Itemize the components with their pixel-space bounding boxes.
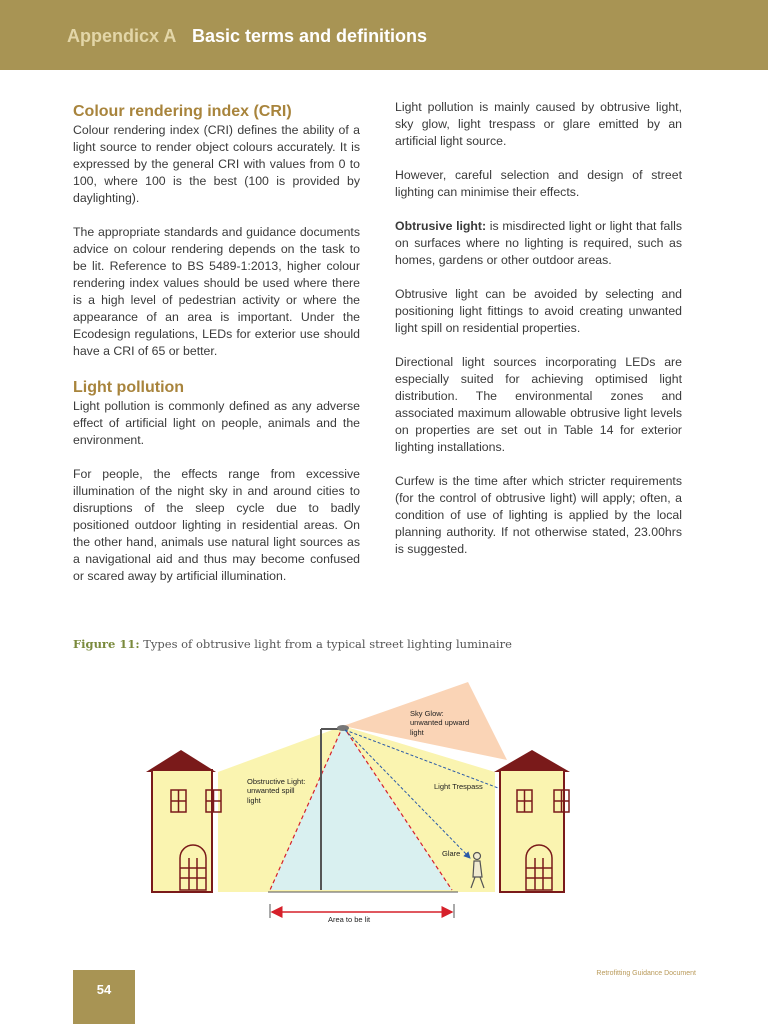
right-paragraph-2: However, careful selection and design of street lighting can minimise their effects. [395, 168, 682, 199]
footer-document-title: Retrofitting Guidance Document [596, 970, 696, 977]
figure-caption [73, 637, 512, 651]
page-header [0, 0, 768, 70]
right-paragraph-4: Obtrusive light can be avoided by selecting and positioning light fittings to avoid creating unwanted light spill on residential properties. [395, 287, 682, 335]
sky-glow-label-3: light [410, 728, 424, 737]
cri-paragraph-2: The appropriate standards and guidance documents advice on colour rendering depends on the task to be lit. Reference to BS 5489-1:2013, higher colour rendering index values should be used where there is a high level of pedestrian activity or where the appearance of an area is important. Under the Ecodesign regulations, LEDs for exterior use should have a CRI of 65 or better. [73, 225, 360, 358]
cri-paragraph-1: Colour rendering index (CRI) defines the ability of a light source to render object colours accurately. It is expressed by the general CRI with values from 0 to 100, where 100 is the best (100 is provided by daylighting). [73, 123, 360, 205]
cri-heading: Colour rendering index (CRI) [73, 103, 292, 120]
page-number-box [73, 970, 135, 1024]
light-trespass-label: Light Trespass [434, 782, 483, 791]
right-paragraph-1: Light pollution is mainly caused by obtrusive light, sky glow, light trespass or glare emitted by an artificial light source. [395, 100, 682, 148]
page-number: 54 [96, 982, 112, 997]
left-column [73, 99, 360, 602]
obtrusive-light-term: Obtrusive light: [395, 219, 487, 233]
light-pollution-heading: Light pollution [73, 379, 185, 396]
obtrusive-label-1: Obstructive Light: [247, 777, 306, 786]
right-column [395, 99, 682, 575]
right-house [494, 750, 570, 892]
light-pollution-paragraph-2: For people, the effects range from excessive illumination of the night sky in and around cities to disruptions of the sleep cycle due to badly positioned outdoor lighting in residential areas. On the other hand, animals use natural light sources as a navigational aid and thus may become confused or scared away by artificial illumination. [73, 467, 360, 583]
sky-glow-label-2: unwanted upward [410, 718, 470, 727]
obtrusive-light-definition [395, 218, 682, 269]
left-house [146, 750, 221, 892]
obtrusive-label-2: unwanted spill [247, 786, 295, 795]
appendix-label: Appendicx A [67, 26, 177, 46]
light-pollution-paragraph-1: Light pollution is commonly defined as any adverse effect of artificial light on people, animals and the environment. [73, 399, 360, 447]
figure-caption-text: Types of obtrusive light from a typical street lighting luminaire [139, 637, 512, 651]
obtrusive-light-diagram [140, 672, 600, 932]
right-paragraph-5: Directional light sources incorporating LEDs are especially suited for achieving optimised light distribution. The environmental zones and associated maximum allowable obtrusive light levels on properties are set out in Table 14 for exterior lighting installations. [395, 355, 682, 454]
right-paragraph-6: Curfew is the time after which stricter requirements (for the control of obtrusive light) will apply; often, a condition of use of lighting is applied by the local planning authority. If not otherwise stated, 23.00hrs is suggested. [395, 474, 682, 556]
glare-label: Glare [442, 849, 461, 858]
area-to-be-lit-label: Area to be lit [328, 915, 371, 924]
obtrusive-light-text: is misdirected light or light that falls on surfaces where no lighting is required, such as homes, gardens or other outdoor areas. [395, 219, 682, 267]
figure-label: Figure 11: [73, 637, 140, 651]
sky-glow-label-1: Sky Glow: [410, 709, 444, 718]
obtrusive-label-3: light [247, 796, 261, 805]
page-title: Basic terms and definitions [192, 26, 428, 46]
